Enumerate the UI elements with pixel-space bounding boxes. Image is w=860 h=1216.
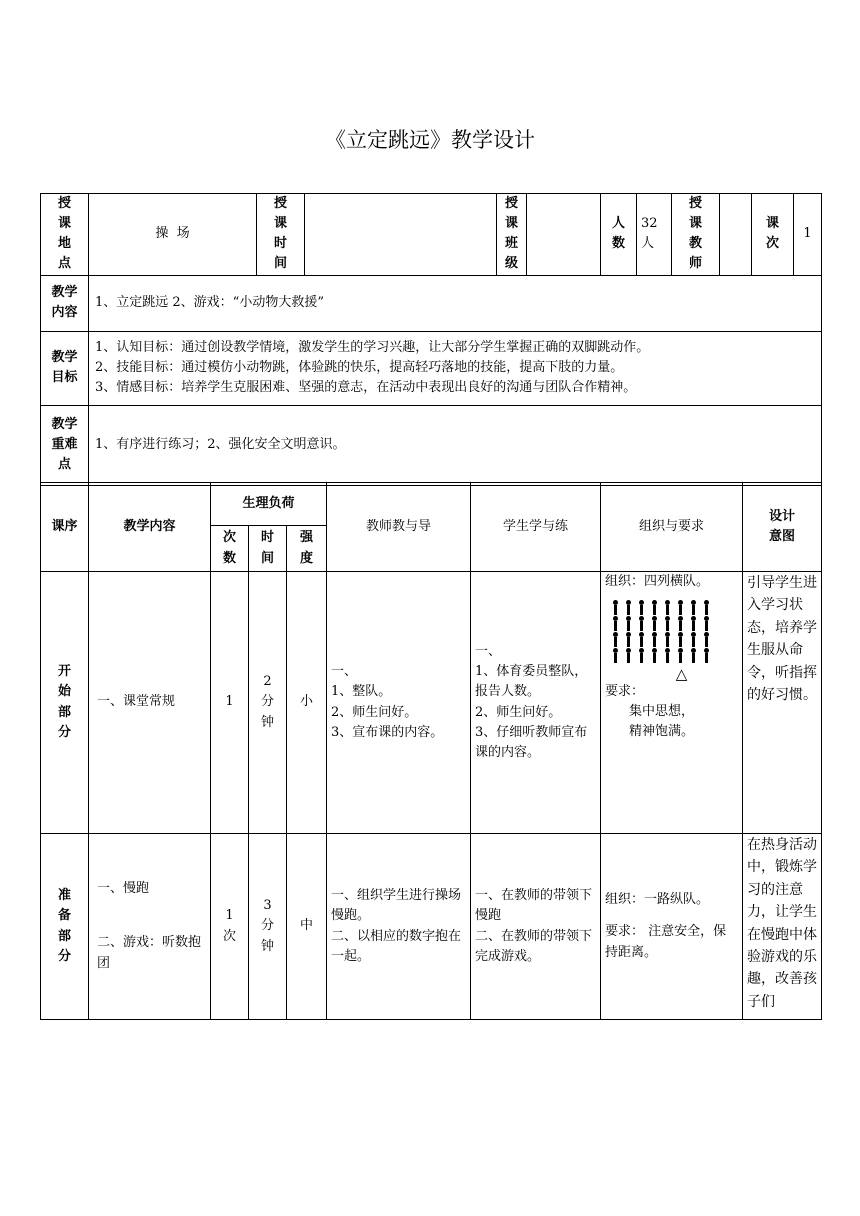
student-figure-icon bbox=[676, 632, 685, 647]
start-org-top: 组织：四列横队。 bbox=[605, 574, 710, 589]
student-figure-icon bbox=[663, 632, 672, 647]
start-organization bbox=[601, 572, 743, 834]
student-figure-icon bbox=[702, 648, 711, 663]
start-duration: 2 分 钟 bbox=[249, 572, 287, 834]
student-figure-icon bbox=[624, 632, 633, 647]
prep-content bbox=[89, 834, 211, 1020]
prep-duration: 3 分 钟 bbox=[249, 834, 287, 1020]
teacher-label-char: 课 bbox=[688, 216, 702, 232]
document-title: 《立定跳远》教学设计 bbox=[325, 128, 535, 152]
teacher-marker-icon: △ bbox=[675, 665, 688, 684]
time-label-char: 课 bbox=[273, 216, 287, 232]
class-label-char: 级 bbox=[504, 256, 518, 272]
student-figure-icon bbox=[637, 632, 646, 647]
prep-teacher: 一、组织学生进行操场慢跑。 二、以相应的数字抱在一起。 bbox=[327, 834, 471, 1020]
student-figure-icon bbox=[676, 648, 685, 663]
location-label-char: 点 bbox=[57, 256, 71, 272]
student-figure-icon bbox=[689, 632, 698, 647]
keypoints-value: 1、有序进行练习；2、强化安全文明意识。 bbox=[89, 405, 822, 485]
table-row bbox=[41, 834, 822, 1020]
goals-label: 教学 目标 bbox=[41, 331, 89, 405]
col-intent: 设计 意图 bbox=[743, 483, 822, 572]
col-load: 生理负荷 bbox=[211, 483, 327, 526]
time-label-char: 时 bbox=[273, 236, 287, 252]
prep-org-req: 要求： 注意安全，保持距离。 bbox=[605, 924, 727, 960]
prep-intensity: 中 bbox=[287, 834, 327, 1020]
student-figure-icon bbox=[611, 600, 620, 615]
start-times: 1 bbox=[211, 572, 249, 834]
student-figure-icon bbox=[637, 600, 646, 615]
student-figure-icon bbox=[624, 648, 633, 663]
formation-row bbox=[611, 648, 738, 664]
student-figure-icon bbox=[650, 600, 659, 615]
class-label-char: 班 bbox=[504, 236, 518, 252]
student-figure-icon bbox=[650, 648, 659, 663]
prep-student: 一、在教师的带领下慢跑 二、在教师的带领下完成游戏。 bbox=[471, 834, 601, 1020]
location-value: 操 场 bbox=[89, 194, 257, 276]
teacher-label-char: 师 bbox=[688, 256, 702, 272]
student-figure-icon bbox=[650, 616, 659, 631]
goal-item-3: 3、情感目标：培养学生克服困难、坚强的意志，在活动中表现出良好的沟通与团队合作精神。 bbox=[95, 380, 637, 396]
prep-content-2: 二、游戏：听数抱团 bbox=[97, 935, 202, 971]
class-label-char: 授 bbox=[504, 196, 518, 211]
student-figure-icon bbox=[689, 616, 698, 631]
section-start: 开 始 部 分 bbox=[41, 572, 89, 834]
start-intensity: 小 bbox=[287, 572, 327, 834]
section-prep: 准 备 部 分 bbox=[41, 834, 89, 1020]
session-label-char: 次 bbox=[765, 236, 779, 252]
prep-times: 1 次 bbox=[211, 834, 249, 1020]
count-label-char: 人 bbox=[611, 216, 625, 232]
goal-item-2: 2、技能目标：通过模仿小动物跳，体验跳的快乐，提高轻巧落地的技能，提高下肢的力量。 bbox=[95, 359, 624, 375]
teacher-label-char: 授 bbox=[688, 196, 702, 211]
start-content: 一、课堂常规 bbox=[89, 572, 211, 834]
formation-row bbox=[611, 616, 738, 632]
location-label-char: 地 bbox=[57, 236, 71, 252]
col-organization: 组织与要求 bbox=[601, 483, 743, 572]
student-figure-icon bbox=[663, 600, 672, 615]
student-figure-icon bbox=[650, 632, 659, 647]
formation-row bbox=[611, 632, 738, 648]
col-intensity: 强 度 bbox=[287, 526, 327, 572]
start-student: 一、 1、体育委员整队，报告人数。 2、师生问好。 3、仔细听教师宣布课的内容。 bbox=[471, 572, 601, 834]
time-value bbox=[305, 194, 497, 276]
keypoints-label: 教学 重难 点 bbox=[41, 405, 89, 485]
col-sequence: 课序 bbox=[41, 483, 89, 572]
location-label-char: 课 bbox=[57, 216, 71, 232]
session-label bbox=[752, 194, 794, 276]
student-figure-icon bbox=[676, 600, 685, 615]
start-teacher: 一、 1、整队。 2、师生问好。 3、宣布课的内容。 bbox=[327, 572, 471, 834]
student-figure-icon bbox=[663, 616, 672, 631]
student-figure-icon bbox=[624, 600, 633, 615]
student-figure-icon bbox=[611, 632, 620, 647]
start-org-req: 集中思想， 精神饱满。 bbox=[629, 704, 695, 740]
class-label bbox=[497, 194, 527, 276]
student-figure-icon bbox=[663, 648, 672, 663]
goal-item-1: 1、认知目标：通过创设教学情境，激发学生的学习兴趣，让大部分学生掌握正确的双脚跳动作。 bbox=[95, 339, 650, 355]
procedure-table bbox=[40, 482, 822, 1020]
student-figure-icon bbox=[689, 648, 698, 663]
info-table bbox=[40, 193, 822, 486]
count-label bbox=[601, 194, 637, 276]
formation-row bbox=[611, 600, 738, 616]
student-figure-icon bbox=[637, 648, 646, 663]
prep-content-1: 一、慢跑 bbox=[97, 881, 150, 897]
student-figure-icon bbox=[689, 600, 698, 615]
table-row bbox=[41, 572, 822, 834]
formation-diagram bbox=[611, 600, 738, 664]
teacher-label bbox=[672, 194, 720, 276]
student-figure-icon bbox=[624, 616, 633, 631]
prep-organization bbox=[601, 834, 743, 1020]
col-duration: 时 间 bbox=[249, 526, 287, 572]
student-figure-icon bbox=[702, 616, 711, 631]
student-figure-icon bbox=[611, 648, 620, 663]
prep-intent: 在热身活动中，锻炼学习的注意力，让学生在慢跑中体验游戏的乐趣，改善孩子们 bbox=[743, 834, 822, 1020]
count-value: 32 人 bbox=[637, 194, 672, 276]
student-figure-icon bbox=[702, 632, 711, 647]
student-figure-icon bbox=[637, 616, 646, 631]
col-content: 教学内容 bbox=[89, 483, 211, 572]
student-figure-icon bbox=[702, 600, 711, 615]
location-label bbox=[41, 194, 89, 276]
session-label-char: 课 bbox=[765, 216, 779, 232]
location-label-char: 授 bbox=[57, 196, 71, 211]
session-value: 1 bbox=[794, 194, 822, 276]
student-figure-icon bbox=[676, 616, 685, 631]
col-student: 学生学与练 bbox=[471, 483, 601, 572]
time-label bbox=[257, 194, 305, 276]
time-label-char: 间 bbox=[273, 256, 287, 272]
col-times: 次 数 bbox=[211, 526, 249, 572]
teacher-value bbox=[720, 194, 752, 276]
student-figure-icon bbox=[611, 616, 620, 631]
time-label-char: 授 bbox=[273, 196, 287, 211]
content-value: 1、立定跳远 2、游戏：“小动物大救援” bbox=[89, 275, 822, 331]
start-org-req-label: 要求： bbox=[605, 684, 645, 700]
class-value bbox=[527, 194, 601, 276]
content-label: 教学 内容 bbox=[41, 275, 89, 331]
teacher-label-char: 教 bbox=[688, 236, 702, 252]
goals-list bbox=[89, 331, 822, 405]
count-label-char: 数 bbox=[611, 236, 625, 252]
col-teacher: 教师教与导 bbox=[327, 483, 471, 572]
prep-org-top: 组织：一路纵队。 bbox=[605, 892, 710, 908]
start-intent: 引导学生进入学习状态，培养学生服从命令，听指挥的好习惯。 bbox=[743, 572, 822, 834]
class-label-char: 课 bbox=[504, 216, 518, 232]
